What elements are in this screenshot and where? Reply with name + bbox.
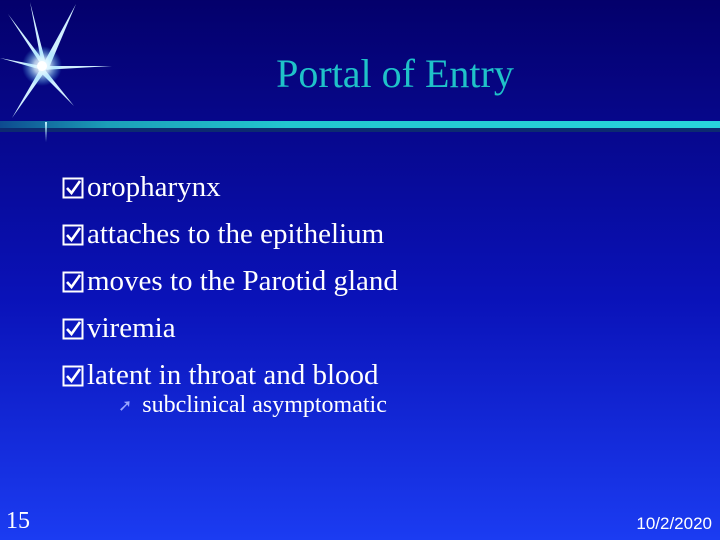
checked-box-icon [62,365,84,387]
checked-box-icon [62,318,84,340]
bullet-item [62,164,398,211]
checked-box-icon [62,271,84,293]
bullet-text: attaches to the epithelium [87,218,385,250]
star-burst-icon [0,0,120,130]
arrow-up-right-icon: ➚ [118,395,133,416]
sub-bullet-item [118,392,387,419]
slide-title: Portal of Entry [276,51,514,96]
title-divider [0,116,720,142]
bullet-text: viremia [87,312,176,344]
bullet-list [62,164,398,399]
bullet-text: oropharynx [87,171,221,203]
checked-box-icon [62,224,84,246]
bullet-item [62,305,398,352]
slide-number: 15 [6,508,30,534]
bullet-item [62,258,398,305]
sub-bullet-text: subclinical asymptomatic [142,392,387,418]
bullet-item [62,211,398,258]
slide-date: 10/2/2020 [636,514,712,533]
bullet-text: moves to the Parotid gland [87,265,398,297]
checked-box-icon [62,177,84,199]
bullet-text: latent in throat and blood [87,359,379,391]
